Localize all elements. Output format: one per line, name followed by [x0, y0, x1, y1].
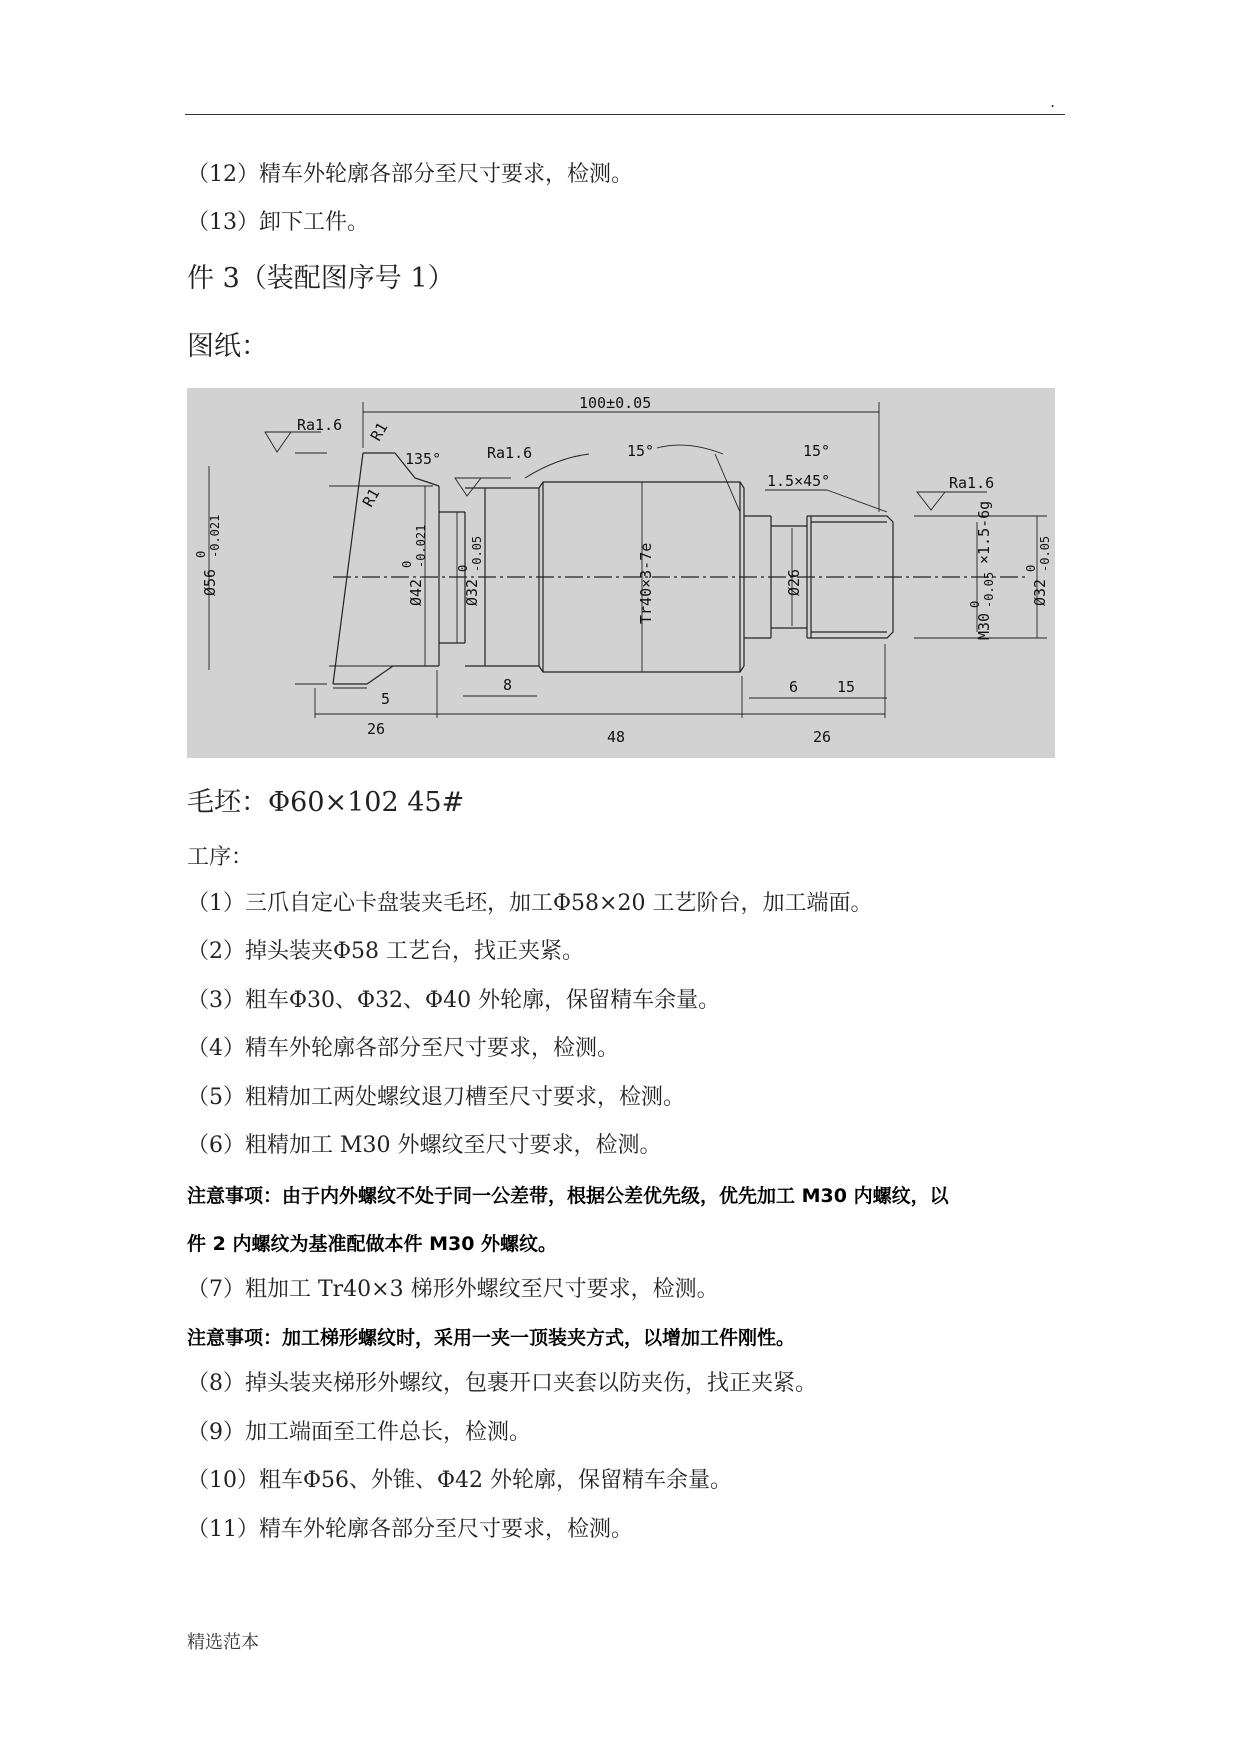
drawing-label: 图纸： — [187, 331, 268, 362]
note-1-line-2: 件 2 内螺纹为基准配做本件 M30 外螺纹。 — [187, 1233, 558, 1255]
svg-text:48: 48 — [607, 728, 626, 746]
step-13: （13）卸下工件。 — [187, 210, 369, 235]
svg-text:M30: M30 — [975, 612, 993, 640]
svg-text:Ø56: Ø56 — [201, 568, 219, 596]
svg-text:1.5×45°: 1.5×45° — [767, 472, 831, 490]
svg-text:0: 0 — [968, 600, 982, 608]
svg-text:0: 0 — [400, 560, 414, 568]
svg-text:26: 26 — [367, 720, 386, 738]
process-label: 工序： — [187, 845, 254, 870]
step-11: （11）精车外轮廓各部分至尺寸要求，检测。 — [187, 1517, 633, 1542]
svg-text:×1.5-6g: ×1.5-6g — [975, 500, 993, 564]
svg-text:135°: 135° — [405, 450, 442, 468]
svg-text:15: 15 — [837, 678, 856, 696]
svg-text:Ø32: Ø32 — [463, 578, 481, 606]
technical-drawing — [187, 388, 1055, 758]
svg-text:6: 6 — [789, 678, 799, 696]
note-1-line-1: 注意事项：由于内外螺纹不处于同一公差带，根据公差优先级，优先加工 M30 内螺纹，以 — [187, 1185, 949, 1207]
step-12: （12）精车外轮廓各部分至尺寸要求，检测。 — [187, 162, 633, 187]
svg-text:15°: 15° — [627, 442, 655, 460]
svg-text:5: 5 — [381, 690, 391, 708]
svg-text:-0.05: -0.05 — [470, 535, 484, 572]
step-1: （1）三爪自定心卡盘装夹毛坯，加工Φ58×20 工艺阶台，加工端面。 — [187, 891, 873, 916]
step-3: （3）粗车Φ30、Φ32、Φ40 外轮廓，保留精车余量。 — [187, 988, 721, 1013]
svg-text:8: 8 — [503, 676, 513, 694]
svg-text:R1: R1 — [358, 485, 384, 510]
part-title: 件 3（装配图序号 1） — [187, 263, 455, 294]
step-7: （7）粗加工 Tr40×3 梯形外螺纹至尺寸要求，检测。 — [187, 1277, 719, 1302]
svg-text:15°: 15° — [803, 442, 831, 460]
step-2: （2）掉头装夹Φ58 工艺台，找正夹紧。 — [187, 939, 585, 964]
step-10: （10）粗车Φ56、外锥、Φ42 外轮廓，保留精车余量。 — [187, 1468, 733, 1493]
note-2: 注意事项：加工梯形螺纹时，采用一夹一顶装夹方式，以增加工件刚性。 — [187, 1327, 796, 1349]
svg-text:R1: R1 — [366, 419, 392, 444]
svg-text:-0.05: -0.05 — [982, 571, 996, 608]
footer-text: 精选范本 — [187, 1632, 259, 1653]
svg-text:Ø26: Ø26 — [785, 568, 803, 596]
svg-text:Ra1.6: Ra1.6 — [487, 444, 533, 462]
svg-text:Ra1.6: Ra1.6 — [297, 416, 343, 434]
svg-text:100±0.05: 100±0.05 — [579, 394, 652, 412]
header-rule — [185, 114, 1065, 115]
svg-text:Ø32: Ø32 — [1031, 578, 1049, 606]
svg-text:0: 0 — [194, 550, 208, 558]
step-5: （5）粗精加工两处螺纹退刀槽至尺寸要求，检测。 — [187, 1085, 685, 1110]
svg-text:0: 0 — [456, 564, 470, 572]
svg-text:Ø42: Ø42 — [407, 578, 425, 606]
svg-text:Tr40×3-7e: Tr40×3-7e — [637, 542, 655, 624]
svg-text:-0.021: -0.021 — [414, 524, 428, 568]
svg-text:Ra1.6: Ra1.6 — [949, 474, 995, 492]
svg-text:26: 26 — [813, 728, 832, 746]
header-mark: . — [1050, 92, 1056, 111]
svg-text:-0.021: -0.021 — [208, 514, 222, 558]
step-4: （4）精车外轮廓各部分至尺寸要求，检测。 — [187, 1036, 619, 1061]
svg-text:-0.05: -0.05 — [1038, 535, 1052, 572]
step-8: （8）掉头装夹梯形外螺纹，包裹开口夹套以防夹伤，找正夹紧。 — [187, 1371, 817, 1396]
step-9: （9）加工端面至工件总长，检测。 — [187, 1420, 531, 1445]
svg-text:0: 0 — [1024, 564, 1038, 572]
blank-spec: 毛坯：Φ60×102 45# — [187, 787, 465, 818]
step-6: （6）粗精加工 M30 外螺纹至尺寸要求，检测。 — [187, 1133, 662, 1158]
